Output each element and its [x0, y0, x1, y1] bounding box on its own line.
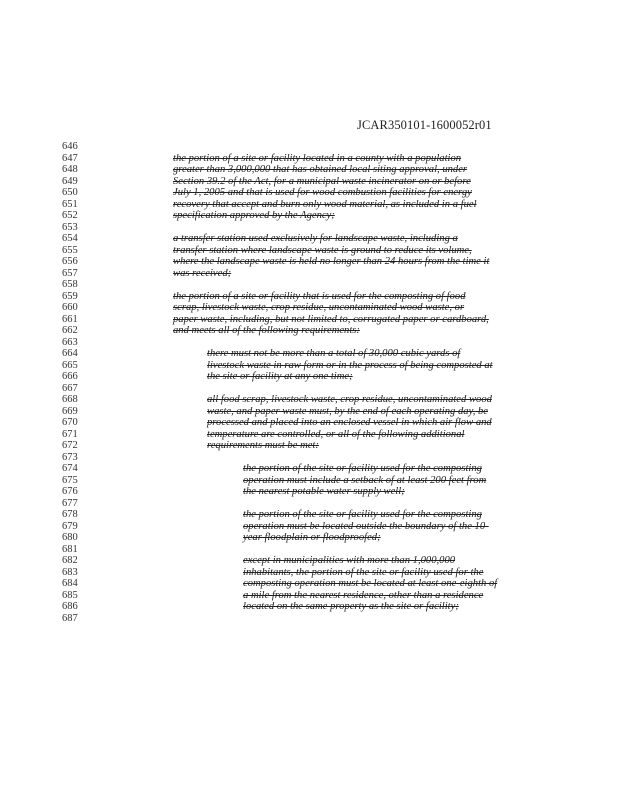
struck-text-line: and meets all of the following requirements: — [173, 325, 360, 336]
struck-text-line: requirements must be met: — [207, 440, 319, 451]
line-number: 681 — [62, 543, 78, 555]
line-number: 665 — [62, 359, 78, 371]
struck-text-line: greater than 3,000,000 that has obtained local siting approval, under — [173, 164, 468, 175]
line-number: 647 — [62, 152, 78, 164]
struck-text-line: the portion of a site or facility located in a county with a population — [173, 152, 462, 164]
line-number: 654 — [62, 233, 78, 244]
struck-text-line: there must not be more than a total of 30,000 cubic yards of — [207, 348, 461, 359]
line-number: 671 — [62, 428, 78, 440]
line-number: 672 — [62, 440, 78, 451]
line-number: 650 — [62, 187, 78, 198]
line-number: 660 — [62, 302, 78, 313]
line-number: 682 — [62, 555, 78, 566]
line-number: 649 — [62, 175, 78, 187]
struck-text-line: except in municipalities with more than 1,000,000 — [243, 555, 456, 566]
line-number: 653 — [62, 221, 78, 233]
struck-text-line: July 1, 2005 and that is used for wood combustion facilities for energy — [173, 187, 472, 198]
struck-text-line: the portion of the site or facility used for the composting — [243, 509, 482, 520]
line-number: 680 — [62, 532, 78, 543]
struck-text-line: specification approved by the Agency; — [173, 210, 335, 221]
line-number: 661 — [62, 313, 78, 325]
line-number: 674 — [62, 463, 78, 474]
struck-text-line: where the landscape waste is held no longer than 24 hours from the time it — [173, 256, 490, 267]
line-number: 670 — [62, 417, 78, 428]
line-number: 679 — [62, 520, 78, 532]
struck-text-line: inhabitants, the portion of the site or facility used for the — [243, 566, 484, 578]
line-number: 646 — [62, 141, 78, 152]
document-id-header: JCAR350101-1600052r01 — [357, 118, 492, 132]
line-number: 652 — [62, 210, 78, 221]
line-number: 678 — [62, 509, 78, 520]
line-number: 666 — [62, 371, 78, 382]
line-number: 684 — [62, 578, 78, 589]
line-number: 651 — [62, 198, 78, 210]
struck-text-line: transfer station where landscape waste is ground to reduce its volume, — [173, 244, 472, 256]
struck-text-line: a mile from the nearest residence, other than a residence — [243, 589, 484, 601]
line-number: 658 — [62, 279, 78, 290]
struck-text-line: scrap, livestock waste, crop residue, uncontaminated wood waste, or — [173, 302, 465, 313]
line-number: 657 — [62, 267, 78, 279]
struck-text-line: the portion of the site or facility used for the composting — [243, 463, 482, 474]
line-number: 659 — [62, 290, 78, 302]
line-number: 655 — [62, 244, 78, 256]
line-number: 663 — [62, 336, 78, 348]
line-number: 673 — [62, 451, 78, 463]
line-number: 677 — [62, 497, 78, 509]
struck-text-line: recovery that accept and burn only wood material, as included in a fuel — [173, 198, 477, 210]
line-number: 667 — [62, 382, 78, 394]
line-number: 668 — [62, 394, 78, 405]
struck-text-line: paper waste, including, but not limited to, corrugated paper or cardboard, — [173, 313, 489, 325]
line-number: 662 — [62, 325, 78, 336]
struck-text-line: operation must be located outside the boundary of the 10- — [243, 520, 489, 532]
struck-text-line: temperature are controlled, or all of the following additional — [207, 428, 465, 440]
struck-text-line: waste, and paper waste must, by the end of each operating day, be — [207, 405, 488, 417]
struck-text-line: year floodplain or floodproofed; — [243, 532, 381, 543]
line-number: 656 — [62, 256, 78, 267]
line-number: 676 — [62, 486, 78, 497]
struck-text-line: was received; — [173, 267, 232, 279]
line-number: 685 — [62, 589, 78, 601]
line-number: 664 — [62, 348, 78, 359]
line-number: 648 — [62, 164, 78, 175]
struck-text-line: the portion of a site or facility that is used for the composting of food — [173, 290, 466, 302]
line-number: 669 — [62, 405, 78, 417]
struck-text-line: all food scrap, livestock waste, crop residue, uncontaminated wood — [207, 394, 492, 405]
struck-text-line: located on the same property as the site or facility; — [243, 601, 459, 612]
struck-text-line: Section 39.2 of the Act, for a municipal waste incinerator on or before — [173, 175, 471, 187]
struck-text-line: the site or facility at any one time; — [207, 371, 353, 382]
struck-text-line: a transfer station used exclusively for landscape waste, including a — [173, 233, 458, 244]
line-number: 683 — [62, 566, 78, 578]
struck-text-line: livestock waste in raw form or in the process of being composted at — [207, 359, 493, 371]
line-number-column — [62, 141, 102, 624]
struck-text-line: processed and placed into an enclosed vessel in which air flow and — [207, 417, 492, 428]
struck-text-line: operation must include a setback of at least 200 feet from — [243, 474, 487, 486]
line-number: 686 — [62, 601, 78, 612]
line-number: 675 — [62, 474, 78, 486]
struck-text-line: the nearest potable water supply well; — [243, 486, 405, 497]
struck-text-line: composting operation must be located at least one-eighth of — [243, 578, 498, 589]
line-number: 687 — [62, 612, 78, 624]
